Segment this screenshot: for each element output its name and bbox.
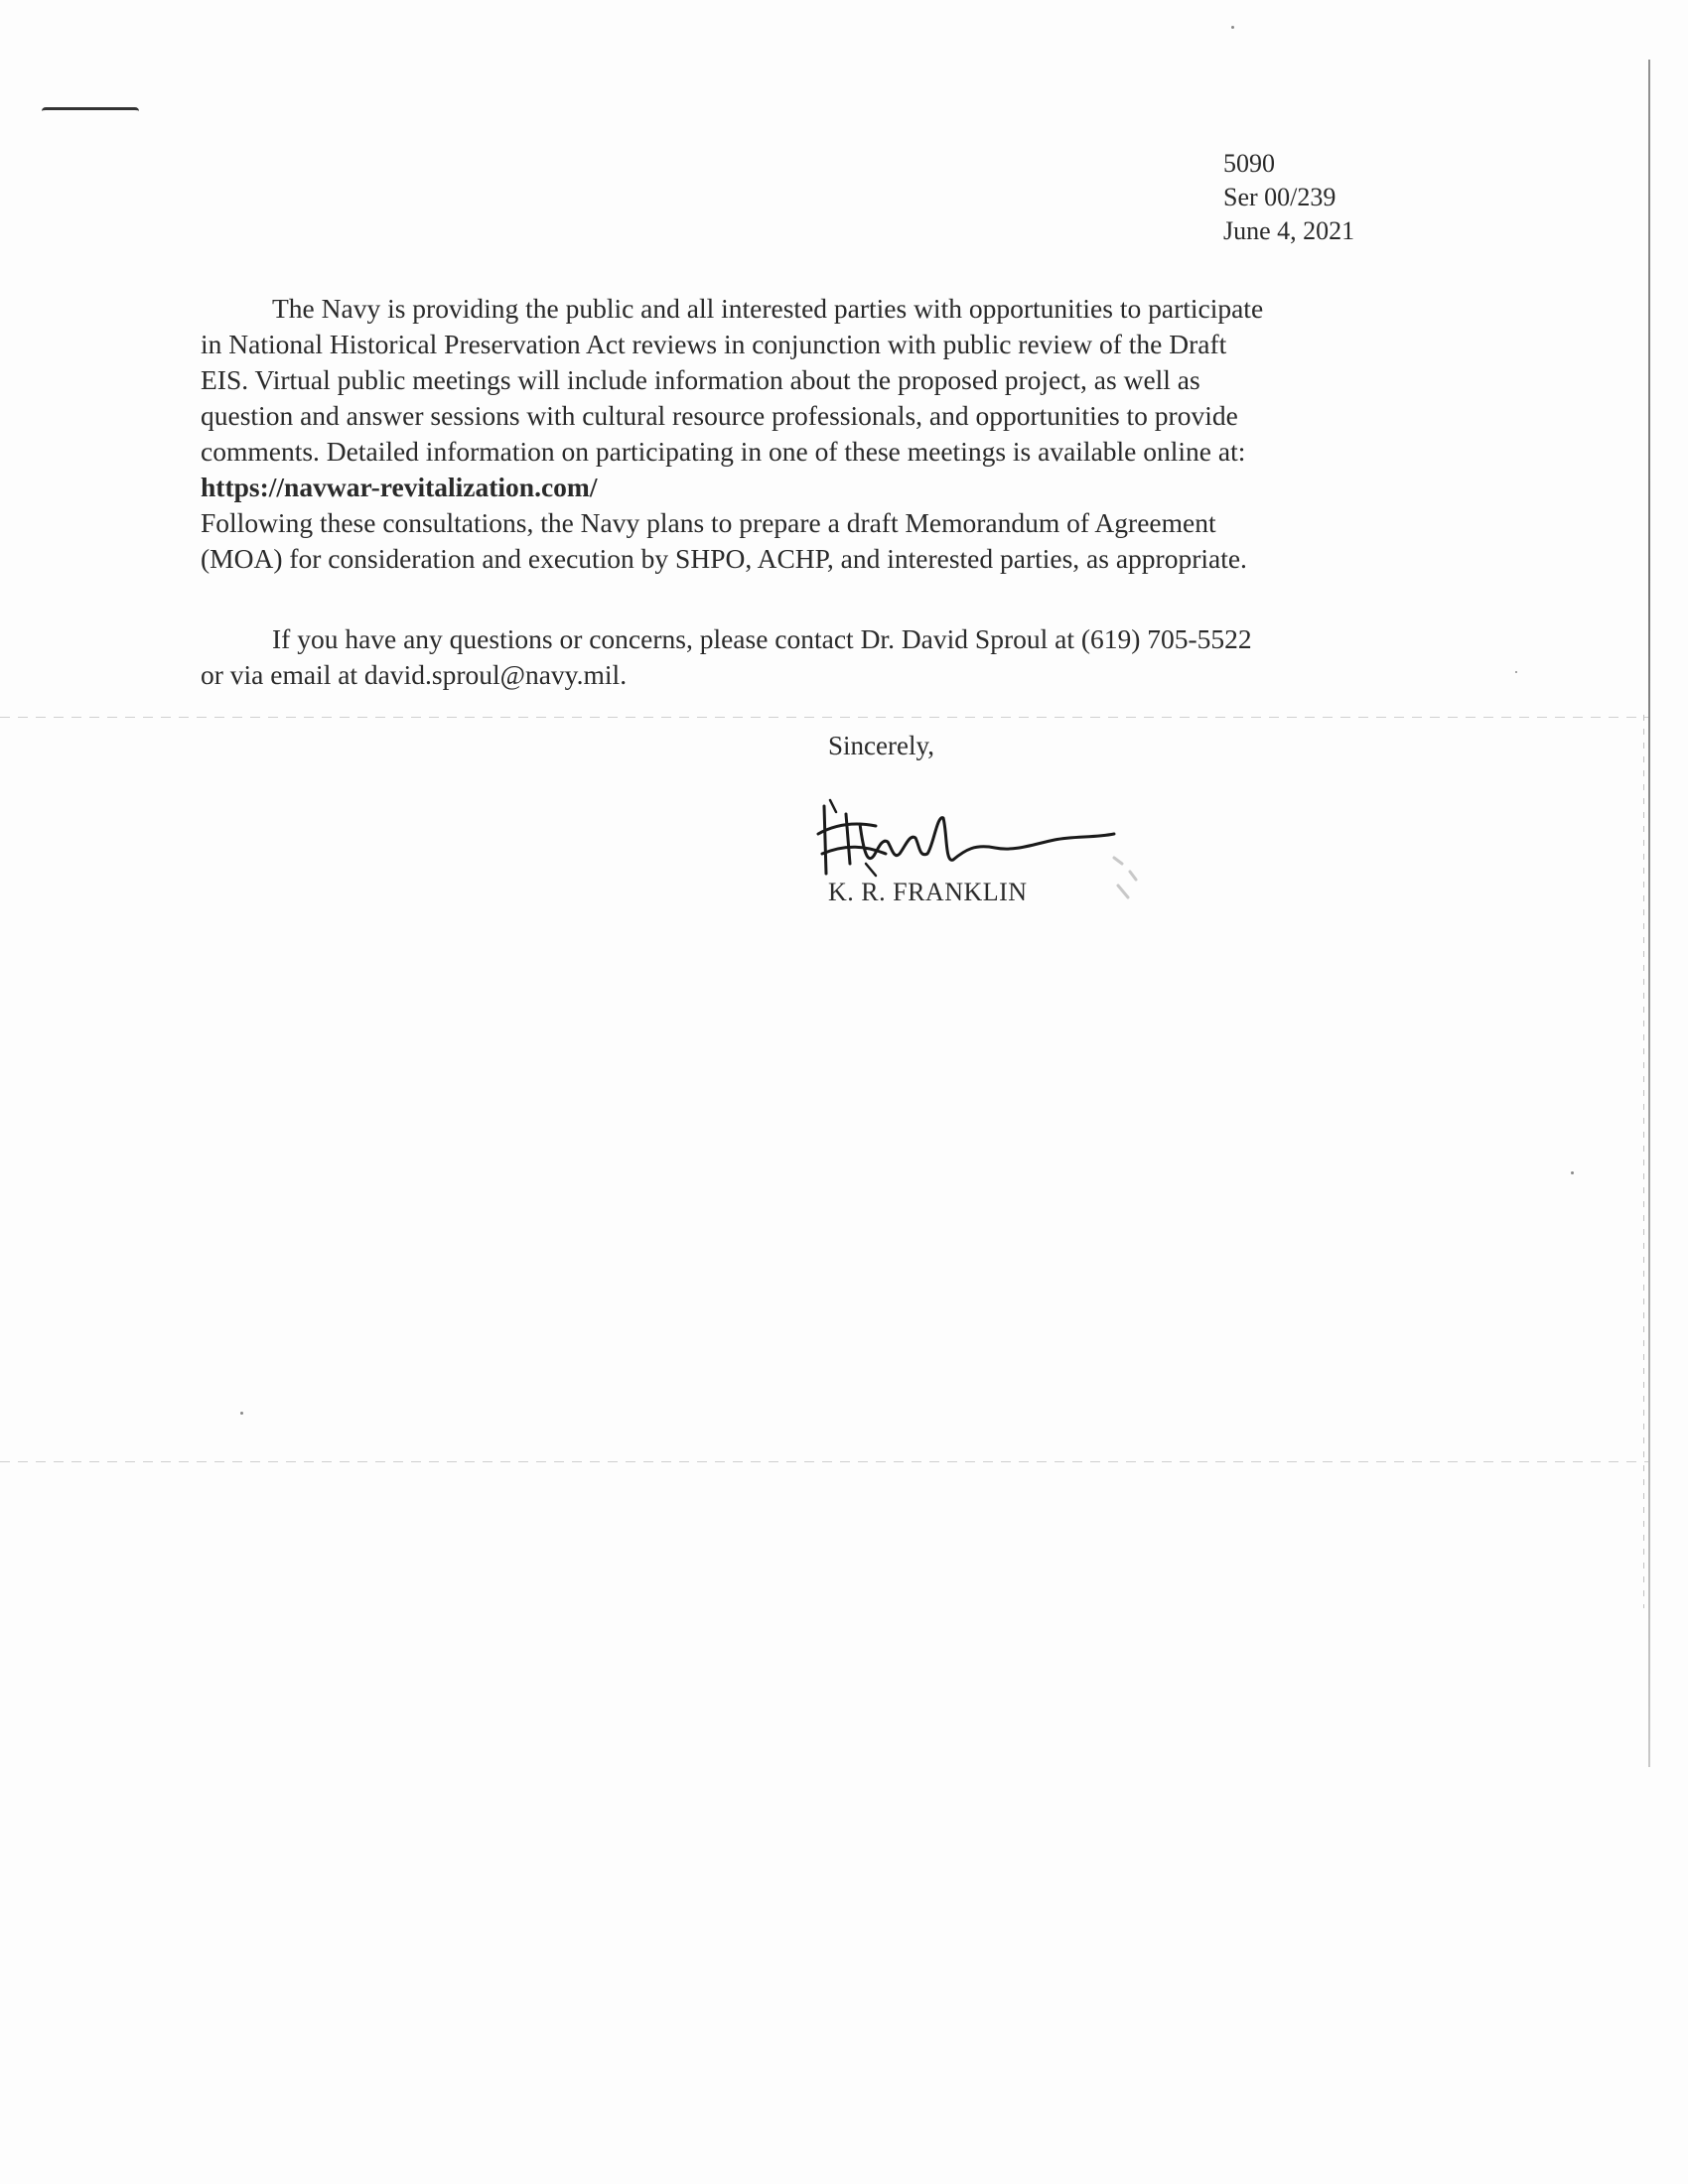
- paragraph-line: comments. Detailed information on participating in one of these meetings is available online at:: [201, 436, 1246, 467]
- file-code: 5090: [1223, 149, 1275, 178]
- paragraph-line: Following these consultations, the Navy plans to prepare a draft Memorandum of Agreement: [201, 507, 1216, 538]
- letter-date: June 4, 2021: [1223, 216, 1355, 245]
- paragraph-line: in National Historical Preservation Act reviews in conjunction with public review of the Draft: [201, 329, 1227, 359]
- closing-salutation: Sincerely,: [828, 731, 934, 760]
- scan-edge-line: [1648, 60, 1650, 1767]
- staple-mark: [42, 107, 139, 118]
- serial-number: Ser 00/239: [1223, 183, 1336, 211]
- project-website-link[interactable]: https://navwar-revitalization.com/: [201, 472, 598, 502]
- fold-line-upper: [0, 717, 1648, 718]
- signer-name: K. R. FRANKLIN: [828, 878, 1028, 906]
- scan-edge-dotted-line: [1643, 715, 1644, 1608]
- paragraph-line: question and answer sessions with cultural resource professionals, and opportunities to provide: [201, 400, 1238, 431]
- reference-block: [1223, 147, 1354, 248]
- paragraph-line: EIS. Virtual public meetings will include information about the proposed project, as well as: [201, 364, 1200, 395]
- paragraph-contact: [201, 621, 1442, 693]
- scan-speck: [1571, 1171, 1574, 1174]
- paragraph-line: If you have any questions or concerns, please contact Dr. David Sproul at (619) 705-5522: [272, 623, 1252, 654]
- fold-line-lower: [0, 1461, 1648, 1462]
- paragraph-line: The Navy is providing the public and all interested parties with opportunities to participate: [272, 293, 1264, 324]
- paragraph-line: (MOA) for consideration and execution by SHPO, ACHP, and interested parties, as appropriate.: [201, 543, 1247, 574]
- contact-email-line: or via email at david.sproul@navy.mil.: [201, 659, 628, 690]
- scan-speck: [1231, 26, 1234, 29]
- scan-speck: [240, 1412, 243, 1415]
- paragraph-participation: [201, 291, 1442, 577]
- scan-speck: [1515, 671, 1517, 673]
